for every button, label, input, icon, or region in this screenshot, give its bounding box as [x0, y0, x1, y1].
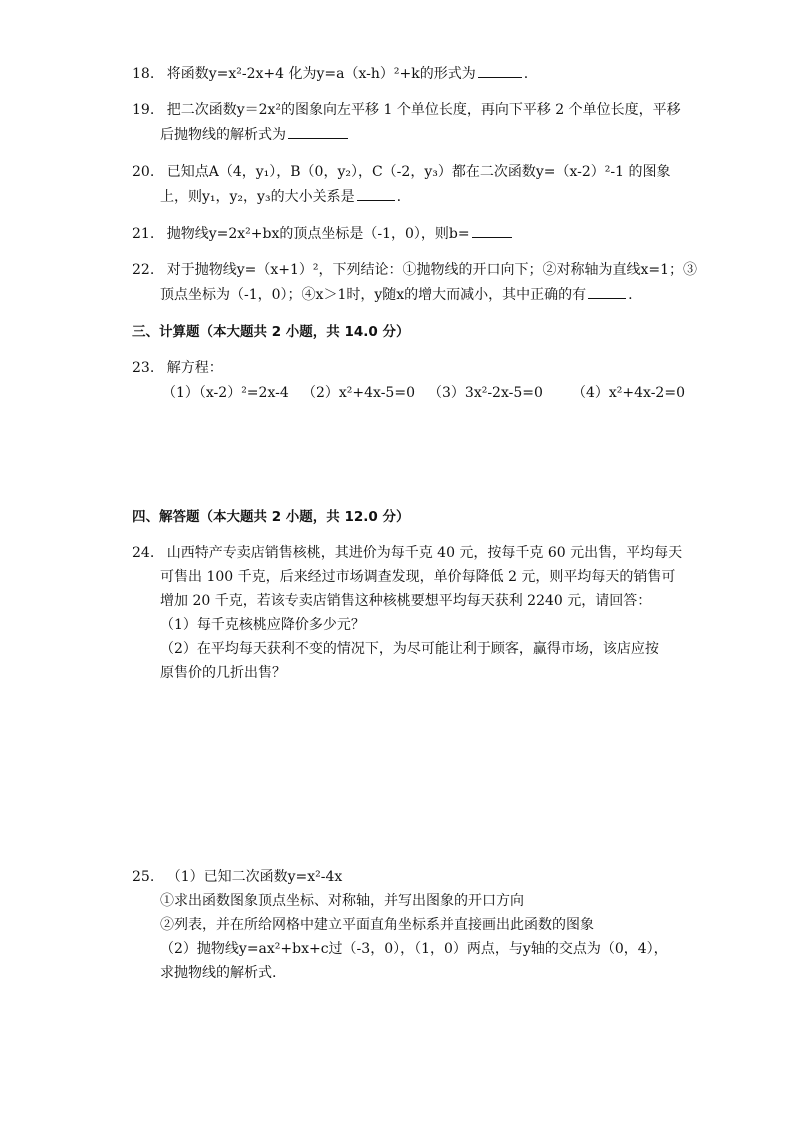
question-number: 18.	[132, 66, 155, 82]
question-number: 23.	[132, 360, 155, 376]
question-text-line1: 对于抛物线y=（x+1）²，下列结论：①抛物线的开口向下；②对称轴为直线x=1；③	[166, 262, 698, 278]
answer-blank	[288, 124, 348, 139]
section-heading-4: 四、解答题（本大题共 2 小题，共 12.0 分）	[132, 509, 410, 525]
question-25-line5: 求抛物线的解析式.	[160, 965, 277, 981]
question-text-line1: （1）已知二次函数y=x²-4x	[166, 869, 343, 885]
question-text-line1: 山西特产专卖店销售核桃，其进价为每千克 40 元，按每千克 60 元出售，平均每天	[166, 545, 683, 561]
question-end: .	[396, 189, 402, 205]
question-24-line2: 可售出 100 千克，后来经过市场调查发现，单价每降低 2 元，则平均每天的销售可	[160, 569, 676, 585]
section-heading-3: 三、计算题（本大题共 2 小题，共 14.0 分）	[132, 324, 410, 340]
question-19	[132, 99, 681, 119]
question-end: .	[628, 287, 633, 303]
question-text-line2: 后抛物线的解析式为	[160, 127, 286, 143]
question-number: 22.	[132, 262, 155, 278]
question-18	[132, 63, 528, 83]
answer-blank	[478, 63, 522, 78]
question-20-line2	[160, 186, 401, 206]
question-number: 24.	[132, 545, 155, 561]
question-25	[132, 866, 342, 886]
question-24-sub2a: （2）在平均每天获利不变的情况下，为尽可能让利于顾客，赢得市场，该店应按	[160, 641, 659, 657]
question-number: 19.	[132, 102, 155, 118]
question-text: 将函数y=x²-2x+4 化为y=a（x-h）²+k的形式为	[166, 66, 476, 82]
question-number: 20.	[132, 164, 155, 180]
question-25-line4: （2）抛物线y=ax²+bx+c过（-3，0），（1，0）两点，与y轴的交点为（0，4），	[160, 941, 668, 957]
question-text-line2: 顶点坐标为（-1，0）；④x＞1时，y随x的增大而减小，其中正确的有	[160, 287, 587, 303]
question-25-line3: ②列表，并在所给网格中建立平面直角坐标系并直接画出此函数的图象	[160, 917, 594, 933]
question-text: 抛物线y=2x²+bx的顶点坐标是（-1，0），则b=	[166, 226, 470, 242]
question-24	[132, 542, 682, 562]
question-23	[132, 357, 223, 377]
question-24-sub2b: 原售价的几折出售？	[160, 665, 286, 681]
question-25-line2: ①求出函数图象顶点坐标、对称轴，并写出图象的开口方向	[160, 893, 524, 909]
answer-blank	[472, 223, 512, 238]
question-20	[132, 161, 670, 181]
question-number: 21.	[132, 226, 155, 242]
equation-4: （4）x²+4x-2=0	[572, 385, 685, 401]
question-title: 解方程：	[166, 360, 223, 376]
question-end: .	[523, 66, 529, 82]
question-22	[132, 259, 697, 279]
question-text-line2: 上，则y₁，y₂，y₃的大小关系是	[160, 189, 355, 205]
question-text-line1: 把二次函数y＝2x²的图象向左平移 1 个单位长度，再向下平移 2 个单位长度，平移	[166, 102, 681, 118]
question-21	[132, 223, 514, 243]
question-text-line1: 已知点A（4，y₁），B（0，y₂），C（-2，y₃）都在二次函数y=（x-2）²-1 的图象	[166, 164, 671, 180]
answer-blank	[357, 186, 395, 201]
answer-blank	[588, 284, 626, 299]
equation-1: （1）（x-2）²=2x-4	[162, 385, 289, 401]
equation-3: （3）3x²-2x-5=0	[428, 385, 543, 401]
equation-2: （2）x²+4x-5=0	[302, 385, 415, 401]
question-24-line3: 增加 20 千克，若该专卖店销售这种核桃要想平均每天获利 2240 元，请回答：	[160, 593, 652, 609]
question-number: 25.	[132, 869, 155, 885]
question-24-sub1: （1）每千克核桃应降价多少元？	[160, 617, 365, 633]
question-22-line2	[160, 284, 633, 304]
question-19-line2	[160, 124, 350, 144]
